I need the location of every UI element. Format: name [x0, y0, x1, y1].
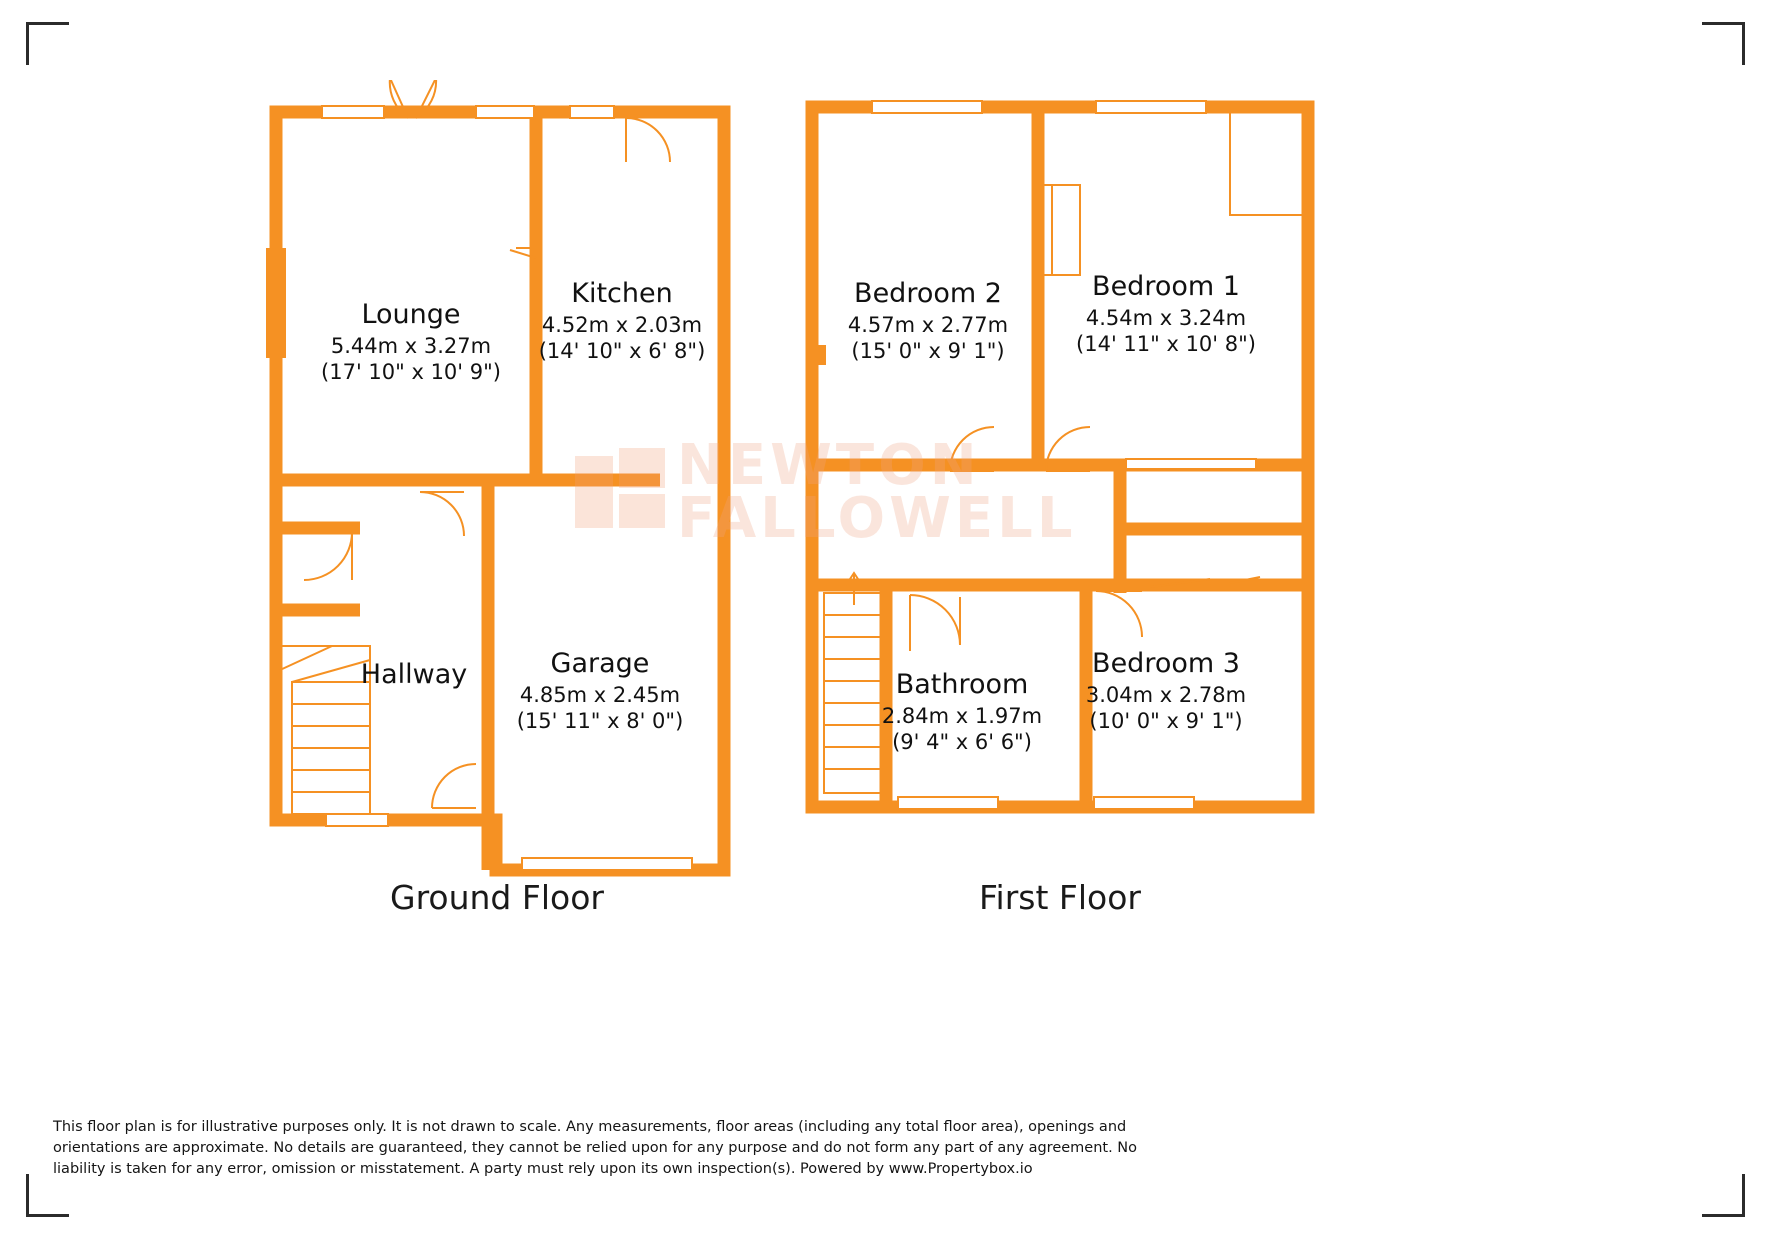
crop-mark-bottom-left — [26, 1174, 69, 1217]
crop-mark-top-right — [1702, 22, 1745, 65]
room-dim-metric-bedroom-2: 4.57m x 2.77m — [847, 312, 1009, 337]
room-dim-metric-bedroom-3: 3.04m x 2.78m — [1085, 682, 1247, 707]
crop-mark-top-left — [26, 22, 69, 65]
room-label-bedroom-1 — [1076, 270, 1256, 358]
room-dim-imperial-bedroom-2: (15' 0" x 9' 1") — [851, 339, 1005, 364]
room-label-bathroom — [882, 668, 1042, 756]
room-dim-imperial-kitchen: (14' 10" x 6' 8") — [538, 339, 706, 364]
room-dim-imperial-bedroom-1: (14' 11" x 10' 8") — [1076, 332, 1256, 357]
room-dim-metric-garage: 4.85m x 2.45m — [519, 682, 681, 707]
room-dim-metric-kitchen: 4.52m x 2.03m — [541, 312, 703, 337]
room-dim-imperial-garage: (15' 11" x 8' 0") — [516, 709, 684, 734]
room-name-bathroom: Bathroom — [895, 669, 1029, 700]
room-label-garage — [517, 647, 684, 735]
disclaimer-text: This floor plan is for illustrative purposes only. It is not drawn to scale. Any measurements, floor areas (including any total floor area), openings and orientations are approximate. No details are guaranteed, they cannot be relied upon for any purpose and do not form any part of any agreement. No liability is taken for any error, omission or misstatement. A party must rely upon its own inspection(s). Powered by www.Propertybox.io — [53, 1119, 1138, 1178]
room-dim-imperial-lounge: (17' 10" x 10' 9") — [321, 360, 501, 385]
room-name-lounge: Lounge — [361, 299, 461, 330]
room-label-bedroom-2 — [848, 277, 1008, 365]
room-name-garage: Garage — [550, 648, 650, 679]
crop-mark-bottom-right — [1702, 1174, 1745, 1217]
room-dim-metric-bedroom-1: 4.54m x 3.24m — [1085, 305, 1247, 330]
room-label-hallway — [361, 658, 467, 693]
room-label-bedroom-3 — [1086, 647, 1246, 735]
room-label-kitchen — [539, 277, 706, 365]
room-name-kitchen: Kitchen — [571, 278, 673, 309]
ground-floor-title: Ground Floor — [390, 878, 604, 917]
brand-watermark-line2: FALLOWELL — [677, 486, 1077, 551]
ground-floor-plan — [240, 80, 780, 880]
room-dim-imperial-bedroom-3: (10' 0" x 9' 1") — [1089, 709, 1243, 734]
room-dim-imperial-bathroom: (9' 4" x 6' 6") — [892, 730, 1032, 755]
room-name-bedroom-2: Bedroom 2 — [854, 278, 1002, 309]
room-name-bedroom-3: Bedroom 3 — [1092, 648, 1240, 679]
room-dim-metric-lounge: 5.44m x 3.27m — [330, 333, 492, 358]
room-name-bedroom-1: Bedroom 1 — [1092, 271, 1240, 302]
room-dim-metric-bathroom: 2.84m x 1.97m — [881, 703, 1043, 728]
first-floor-plan — [790, 85, 1330, 825]
room-label-lounge — [321, 298, 501, 386]
brand-watermark-line1: NEWTON — [677, 432, 981, 498]
room-name-hallway: Hallway — [360, 659, 468, 690]
first-floor-title: First Floor — [978, 878, 1142, 917]
